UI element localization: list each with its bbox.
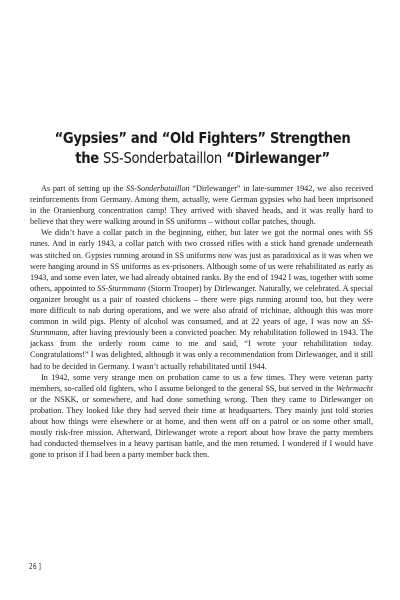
- text-run: , after having previously been a convicted poacher. My rehabilitation followed in 1943. The jackass from the orderly room came to me and said, “I wrote your rehabilitation today. Congratulations!” I was delighted, although it was only a recommendation from Dirlewanger, and it still had to be decided in Germany. I wasn’t actually rehabilitated until 1944.: [30, 328, 373, 371]
- body-text: [30, 183, 373, 460]
- text-run: “Dirlewanger” in late-summer 1942, we also received reinforcements from Germany. Among them, actually, were German gypsies who had been imprisoned in the Oranienburg concentration camp! They arrived with shaved heads, and it was really hard to believe that they were walking around in SS uniforms – without collar patches, though.: [30, 184, 374, 227]
- italic-term: SS-Sturmmann: [30, 317, 373, 338]
- chapter-heading-article: the: [75, 149, 104, 167]
- paragraph: [30, 227, 373, 371]
- italic-term: Wehrmacht: [336, 383, 373, 393]
- text-run: or the NSKK, or somewhere, and had done something wrong. Then they came to Dirlewanger on probation. They looked like they had served their time at headquarters. They mainly just told stories about how things were elsewhere or at home, and then went off on a patrol or on some other small, mostly risk-free mission. Afterward, Dirlewanger wrote a report about how brave the party members had conducted themselves in a heavy partisan battle, and the men returned. I wondered if I would have gone to prison if I had been a party member back then.: [30, 394, 373, 460]
- italic-term: SS-Sturmmann: [97, 283, 146, 293]
- paragraph: [30, 372, 373, 461]
- chapter-heading-unit: SS-Sonderbataillon: [103, 149, 222, 167]
- text-run: In 1942, some very strange men on probation came to us a few times. They were veteran party members, so-called old fighters, who I assume belonged to the general SS, but served in the: [30, 372, 373, 393]
- text-run: As part of setting up the: [41, 184, 126, 193]
- paragraph: [30, 183, 373, 227]
- page-number: 26 ]: [29, 562, 42, 571]
- text-run: We didn’t have a collar patch in the beginning, either, but later we got the normal ones with SS runes. And in early 1943, a collar patch with two crossed rifles with a stick hand grenade underneath was stitched on. Gypsies running around in SS uniforms now was just as paradoxical as it was when we were hanging around in SS uniforms as ex-prisoners. Although some of us were rehabilitated as early as 1943, and some even later, we had already obtained ranks. By the end of 1942 I was, together with some others, appointed to: [30, 228, 373, 293]
- italic-term: SS-Sonderbataillon: [125, 184, 190, 193]
- chapter-heading: [54, 128, 351, 168]
- chapter-heading-line-1: “Gypsies” and “Old Fighters” Strengthen: [54, 129, 351, 147]
- chapter-heading-name: “Dirlewanger”: [221, 149, 330, 167]
- text-run: (Storm Trooper) by Dirlewanger. Naturally, we celebrated. A special organizer brought us a pair of roasted chickens – there were pigs running around too, but they were more difficult to nab during operations, and we were also afraid of trichinae, although this was more common in wild pigs. Plenty of alcohol was consumed, and at 22 years of age, I was now an: [30, 283, 373, 327]
- chapter-heading-line-2: [54, 148, 351, 168]
